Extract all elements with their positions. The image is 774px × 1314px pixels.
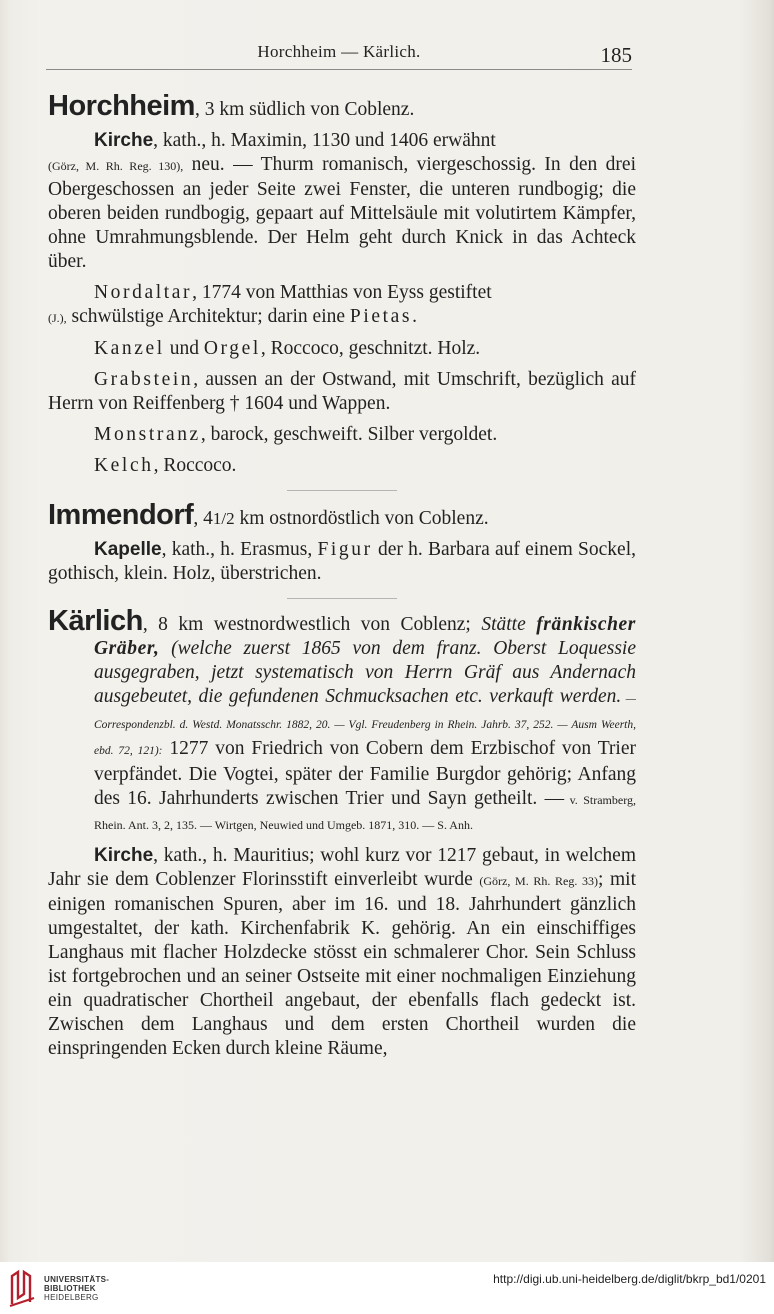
library-name-line: UNIVERSITÄTS-: [44, 1275, 110, 1284]
text-run: ; mit einigen romanischen Spuren, aber im 16. und 18. Jahrhundert gänzlich umgestaltet, der kath. Kirchenfabrik K. gehörig. An ein einschiffiges Langhaus mit flacher Holzdecke stösst ein schmalerer Chor. Sein Schluss ist fortgebrochen und an seiner Ostseite mit einer nochmaligen Einziehung ein quadratischer Chortheil angebaut, der ebenfalls flach gedeckt ist. Zwischen dem Langhaus und dem ersten Chortheil wurden die einspringenden Ecken durch kleine Räume,: [48, 869, 636, 1059]
reference: — Correspondenzbl. d. Westd. Monatsschr. 1882, 20. — Vgl. Freudenberg in Rhein. Jahrb. 37, 252. — Ausm Weerth, ebd. 72, 121):: [94, 693, 636, 757]
horchheim-distance: , 3 km südlich von Coblenz.: [194, 99, 415, 120]
library-logo-icon: [8, 1268, 38, 1308]
body-text: [48, 90, 636, 1061]
keyword-monstranz: Monstranz: [94, 424, 201, 445]
place-name-immendorf: Immendorf: [48, 499, 194, 531]
keyword-kirche: Kirche: [94, 845, 154, 866]
horchheim-kanzel-paragraph: [48, 337, 636, 361]
section-separator: [287, 490, 397, 491]
emphasis-fraenkische-graeber: fränkischer Gräber,: [94, 614, 636, 659]
place-name-horchheim: Horchheim: [48, 90, 195, 122]
keyword-pietas: Pietas: [349, 306, 413, 327]
reference: (Görz, M. Rh. Reg. 33): [479, 874, 599, 888]
text-run: 1277 von Friedrich von Cobern dem Erzbischof von Trier verpfändet. Die Vogtei, später der Familie Burgdor gehörig; Anfang des 16. Jahrhunderts zwischen Trier und Sayn getheilt. —: [94, 738, 636, 809]
text-run: km ostnordöstlich von Coblenz.: [234, 508, 489, 529]
keyword-kapelle: Kapelle: [94, 539, 162, 560]
fraction: 1/2: [212, 509, 235, 528]
source-url-link[interactable]: http://digi.ub.uni-heidelberg.de/diglit/bkrp_bd1/0201: [493, 1272, 766, 1286]
library-name-line: BIBLIOTHEK: [44, 1284, 96, 1293]
keyword-kirche: Kirche: [94, 130, 154, 151]
text-run: (welche zuerst 1865 von dem franz. Oberst Loquessie ausgegraben, jetzt systematisch von Herrn Gräf aus Andernach ausgebeutet, die gefundenen Schmucksachen etc. verkauft werden.: [94, 638, 636, 707]
keyword-orgel: Orgel: [203, 338, 261, 359]
text-run: schwülstige Architektur; darin eine: [66, 306, 350, 327]
digitization-footer: [0, 1262, 774, 1314]
immendorf-heading: [48, 499, 636, 531]
keyword-kanzel: Kanzel: [94, 338, 165, 359]
reference: (J.),: [48, 311, 67, 325]
library-name: [44, 1275, 109, 1302]
horchheim-heading: [48, 90, 636, 122]
reference: (Görz, M. Rh. Reg. 130),: [48, 159, 184, 173]
kaerlich-kirche-paragraph: [48, 844, 636, 1061]
section-separator: [287, 598, 397, 599]
text-run: , 1774 von Matthias von Eyss gestiftet: [192, 282, 492, 303]
horchheim-nordaltar-paragraph: [48, 281, 636, 330]
kaerlich-heading-paragraph: [48, 605, 636, 837]
text-run: , 4: [193, 508, 213, 529]
immendorf-kapelle-paragraph: [48, 538, 636, 586]
text-run: , kath., h. Mauritius; wohl kurz vor 1217 gebaut, in welchem Jahr sie dem Coblenzer Florinsstift einverleibt wurde: [48, 845, 636, 890]
text-run: Stätte: [481, 614, 537, 635]
keyword-kelch: Kelch: [94, 455, 154, 476]
page-number: 185: [600, 43, 632, 67]
text-run: neu. — Thurm romanisch, viergeschossig. In den drei Obergeschossen an jeder Seite zwei Fenster, die unteren rundbogig; die oberen beiden rundbogig, gepaart auf Mittelsäule mit volutirtem Kämpfer, ohne Umrahmungsblende. Der Helm geht durch Knick in das Achteck über.: [48, 154, 636, 272]
horchheim-kirche-paragraph: [48, 129, 636, 274]
horchheim-monstranz-paragraph: [48, 423, 636, 447]
text-run: , Roccoco, geschnitzt. Holz.: [260, 338, 481, 359]
keyword-figur: Figur: [317, 539, 373, 560]
text-run: , kath., h. Maximin, 1130 und 1406 erwähnt: [153, 130, 496, 151]
running-title: Horchheim — Kärlich.: [257, 42, 421, 61]
horchheim-kelch-paragraph: [48, 454, 636, 478]
text-run: , kath., h. Erasmus,: [161, 539, 318, 560]
text-run: und: [164, 338, 204, 359]
reference: v. Stramberg, Rhein. Ant. 3, 2, 135. — Wirtgen, Neuwied und Umgeb. 1871, 310. — S. Anh.: [94, 793, 636, 832]
library-name-line: HEIDELBERG: [44, 1293, 99, 1302]
place-name-kaerlich: Kärlich: [48, 605, 143, 637]
page-header: [46, 42, 632, 72]
text-run: , 8 km westnordwestlich von Coblenz;: [142, 614, 482, 635]
header-rule: [46, 69, 632, 70]
text-run: , aussen an der Ostwand, mit Umschrift, bezüglich auf Herrn von Reiffenberg † 1604 und Wappen.: [48, 369, 636, 414]
text-run: , Roccoco.: [153, 455, 237, 476]
horchheim-grabstein-paragraph: [48, 368, 636, 416]
text-run: , barock, geschweift. Silber vergoldet.: [200, 424, 498, 445]
keyword-grabstein: Grabstein: [94, 369, 194, 390]
keyword-nordaltar: Nordaltar: [94, 282, 193, 303]
text-run: der h. Barbara auf einem Sockel, gothisch, klein. Holz, überstrichen.: [48, 539, 636, 584]
text-run: .: [412, 306, 417, 327]
